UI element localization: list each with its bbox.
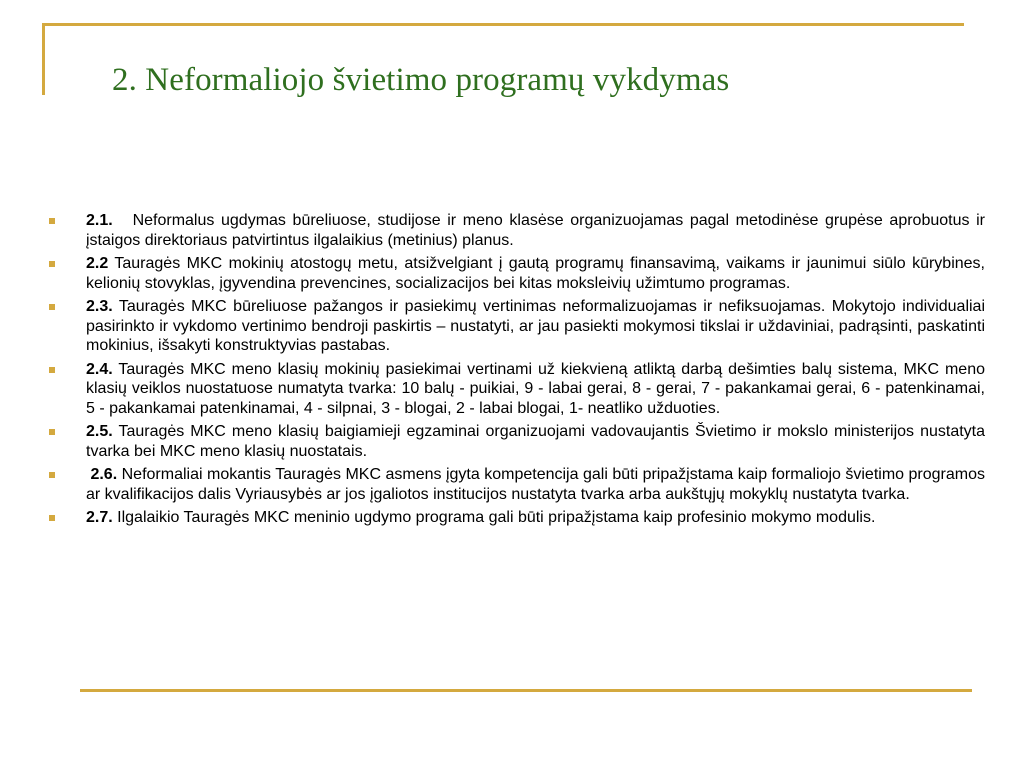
bullet-square-icon (49, 304, 55, 310)
top-accent-line (42, 23, 964, 26)
bullet-square-icon (49, 261, 55, 267)
list-item (48, 360, 985, 419)
item-text: Neformalus ugdymas būreliuose, studijose ir meno klasėse organizuojamas pagal metodinėse grupėse aprobuotus ir įstaigos direktoriaus patvirtintus ilgalaikius (metinius) planus. (86, 212, 985, 249)
item-number: 2.4. (86, 360, 113, 378)
bottom-accent-line (80, 689, 972, 692)
left-accent-line (42, 23, 45, 95)
item-text: Tauragės MKC meno klasių mokinių pasiekimai vertinami už kiekvieną atliktą darbą dešimties balų sistema, MKC meno klasių veiklos nuostatuose numatyta tvarka: 10 balų - puikiai, 9 - labai gerai, 8 - gerai, 7 - pakankamai gerai, 6 - patenkinamai, 5 - pakankamai patenkinamai, 4 - silpnai, 3 - blogai, 2 - labai blogai, 1- neatliko užduoties. (86, 360, 985, 417)
item-number: 2.6. (86, 466, 118, 483)
item-text: Tauragės MKC meno klasių baigiamieji egzaminai organizuojami vadovaujantis Švietimo ir mokslo ministerijos nustatyta tvarka bei MKC meno klasių nuostatais. (86, 423, 986, 460)
item-text: Tauragės MKC būreliuose pažangos ir pasiekimų vertinimas neformalizuojamas ir nefiksuojamas. Mokytojo individualiai pasirinkto ir vykdomo vertinimo bendroji paskirtis – nustatyti, ar jau pasiekti mokymosi tikslai ir uždaviniai, padrąsinti, paskatinti mokinius, išsakyti konstruktyvias pastabas. (86, 298, 986, 354)
item-number: 2.5. (86, 423, 113, 440)
item-number: 2.7. (86, 509, 113, 526)
bullet-square-icon (49, 367, 55, 373)
item-text: Ilgalaikio Tauragės MKC meninio ugdymo programa gali būti pripažįstama kaip profesinio mokymo modulis. (117, 509, 876, 526)
bullet-square-icon (49, 472, 55, 478)
list-item (48, 297, 985, 356)
bullet-square-icon (49, 218, 55, 224)
list-item (48, 465, 985, 504)
list-item (48, 254, 985, 293)
list-item (48, 422, 985, 461)
list-item (48, 508, 985, 528)
item-number: 2.1. (86, 212, 113, 229)
bullet-square-icon (49, 429, 55, 435)
item-text: Neformaliai mokantis Tauragės MKC asmens įgyta kompetencija gali būti pripažįstama kaip formaliojo švietimo programos ar kvalifikacijos dalis Vyriausybės ar jos įgaliotos institucijos nustatyta tvarka arba aukštųjų mokyklų nustatyta tvarka. (86, 466, 985, 503)
list-item (48, 211, 985, 250)
item-number: 2.2 (86, 255, 109, 272)
bullet-list (48, 211, 985, 532)
bullet-square-icon (49, 515, 55, 521)
item-text: Tauragės MKC mokinių atostogų metu, atsižvelgiant į gautą programų finansavimą, vaikams ir jaunimui siūlo kūrybines, kelionių stovyklas, įgyvendina prevencines, socializacijos bei kitas moksleivių užimtumo programas. (86, 255, 985, 292)
slide-title: 2. Neformaliojo švietimo programų vykdymas (112, 62, 730, 98)
item-number: 2.3. (86, 298, 113, 315)
